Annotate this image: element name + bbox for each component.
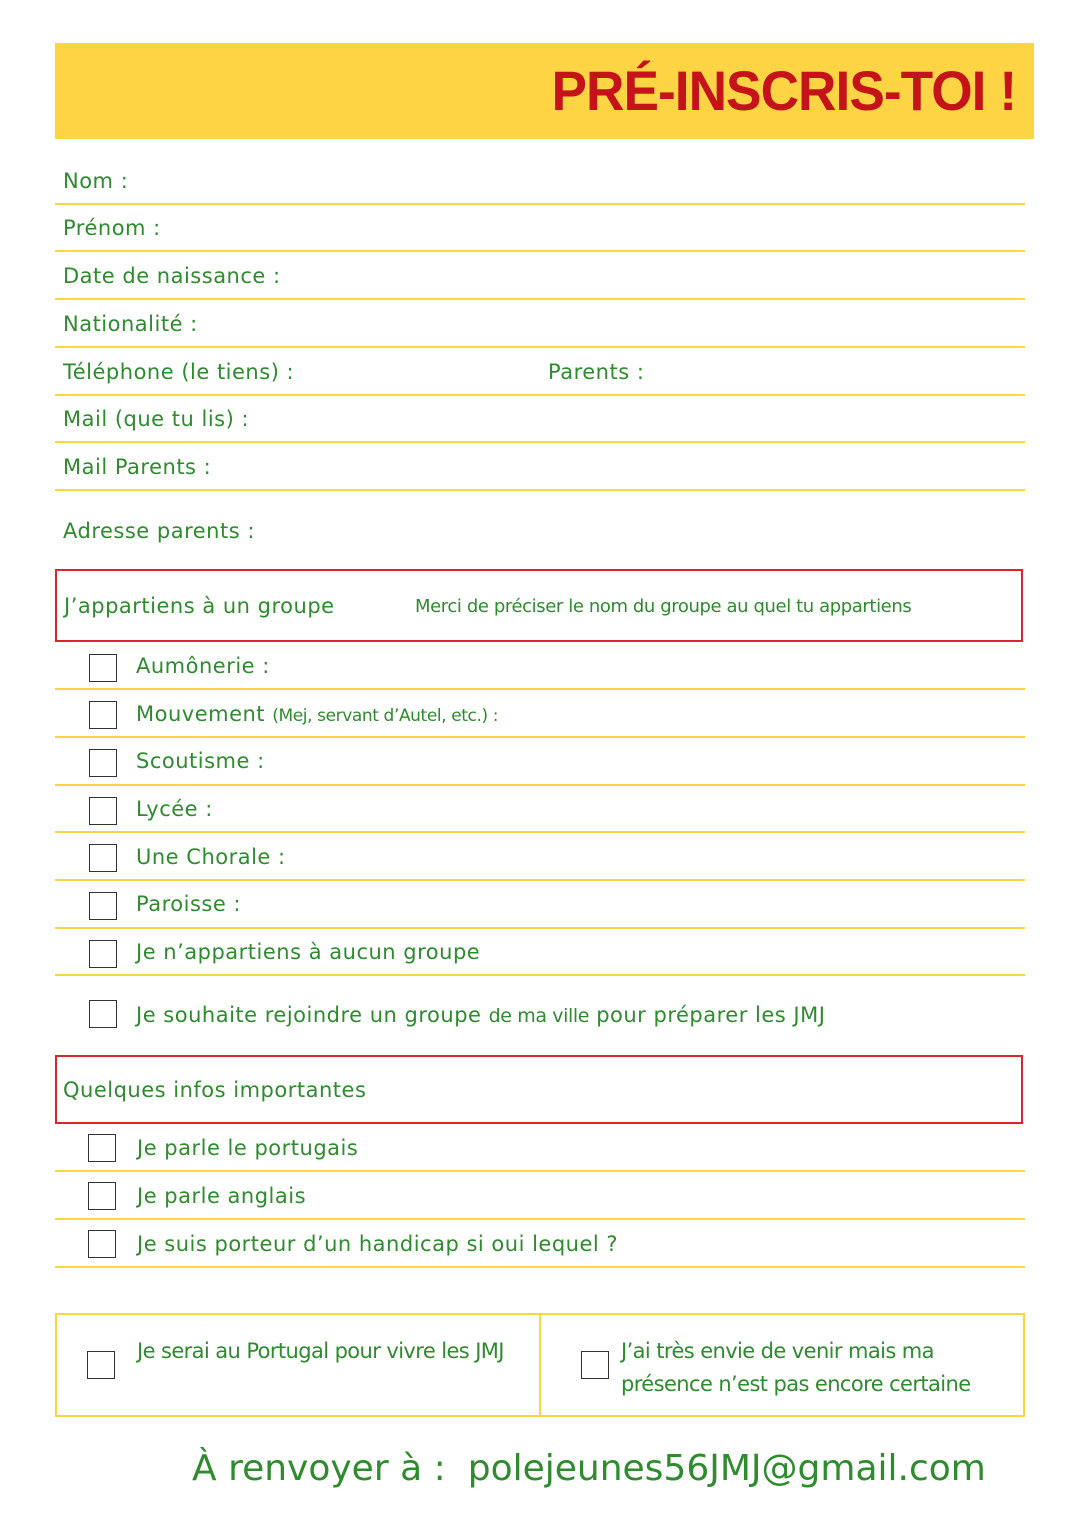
field-label-nationalite: Nationalité :	[63, 312, 198, 336]
checkbox-scoutisme[interactable]	[89, 749, 117, 777]
checkbox-lycee[interactable]	[89, 797, 117, 825]
return-label: À renvoyer à :	[192, 1448, 446, 1489]
field-label-date-naissance: Date de naissance :	[63, 264, 281, 288]
field-line-nom[interactable]	[55, 203, 1025, 205]
group-section-title: J’appartiens à un groupe	[64, 594, 335, 618]
option-portugais: Je parle le portugais	[137, 1136, 359, 1160]
option-mouvement-label	[136, 701, 498, 729]
field-line-prenom[interactable]	[55, 250, 1025, 252]
checkbox-chorale[interactable]	[89, 844, 117, 872]
field-label-prenom: Prénom :	[63, 216, 161, 240]
group-section-note: Merci de préciser le nom du groupe au quel tu appartiens	[415, 596, 912, 617]
field-line-date-naissance[interactable]	[55, 298, 1025, 300]
option-rejoindre-groupe-c: pour préparer les JMJ	[596, 1003, 826, 1027]
option-rejoindre-groupe	[136, 1002, 825, 1029]
field-line-mail-parents[interactable]	[55, 489, 1025, 491]
checkbox-portugais[interactable]	[88, 1134, 116, 1162]
option-anglais: Je parle anglais	[137, 1184, 307, 1208]
option-line-paroisse[interactable]	[55, 927, 1025, 929]
infos-section-title: Quelques infos importantes	[63, 1078, 367, 1102]
header-banner	[55, 43, 1034, 139]
option-paroisse: Paroisse :	[136, 892, 241, 916]
option-line-mouvement[interactable]	[55, 736, 1025, 738]
option-scoutisme: Scoutisme :	[136, 749, 265, 773]
option-line-aumonerie[interactable]	[55, 688, 1025, 690]
option-aucun-groupe: Je n’appartiens à aucun groupe	[136, 940, 481, 964]
option-mouvement: Mouvement	[136, 702, 266, 726]
attendance-uncertain-text: J’ai très envie de venir mais ma présence n’est pas encore certaine	[621, 1339, 971, 1396]
option-line-chorale[interactable]	[55, 879, 1025, 881]
checkbox-aumonerie[interactable]	[89, 654, 117, 682]
attendance-certain-text: Je serai au Portugal pour vivre les JMJ	[137, 1339, 504, 1363]
option-aumonerie: Aumônerie :	[136, 654, 270, 678]
attendance-divider	[539, 1313, 541, 1417]
field-line-nationalite[interactable]	[55, 346, 1025, 348]
option-handicap-b: si oui lequel ?	[466, 1232, 619, 1256]
checkbox-anglais[interactable]	[88, 1182, 116, 1210]
option-handicap-a: Je suis porteur d’un handicap	[137, 1232, 460, 1256]
option-line-anglais[interactable]	[55, 1218, 1025, 1220]
field-label-adresse-parents: Adresse parents :	[63, 519, 255, 543]
checkbox-rejoindre-groupe[interactable]	[89, 1000, 117, 1028]
field-line-telephone[interactable]	[55, 394, 1025, 396]
option-rejoindre-groupe-a: Je souhaite rejoindre un groupe	[136, 1003, 482, 1027]
field-label-mail: Mail (que tu lis) :	[63, 407, 250, 431]
option-mouvement-detail: (Mej, servant d’Autel, etc.) :	[272, 706, 499, 726]
checkbox-attendance-uncertain[interactable]	[581, 1351, 609, 1379]
option-line-aucun-groupe[interactable]	[55, 974, 1025, 976]
field-label-parents-phone: Parents :	[548, 360, 645, 384]
field-label-telephone: Téléphone (le tiens) :	[63, 360, 295, 384]
option-line-scoutisme[interactable]	[55, 784, 1025, 786]
return-email[interactable]: polejeunes56JMJ@gmail.com	[467, 1448, 986, 1489]
field-label-nom: Nom :	[63, 169, 129, 193]
return-address	[192, 1446, 986, 1492]
option-chorale: Une Chorale :	[136, 845, 286, 869]
option-line-portugais[interactable]	[55, 1170, 1025, 1172]
field-label-mail-parents: Mail Parents :	[63, 455, 212, 479]
option-lycee: Lycée :	[136, 797, 213, 821]
option-rejoindre-groupe-b: de ma ville	[488, 1005, 589, 1027]
checkbox-aucun-groupe[interactable]	[89, 940, 117, 968]
checkbox-handicap[interactable]	[88, 1230, 116, 1258]
checkbox-mouvement[interactable]	[89, 701, 117, 729]
field-line-mail[interactable]	[55, 441, 1025, 443]
option-line-handicap[interactable]	[55, 1266, 1025, 1268]
checkbox-paroisse[interactable]	[89, 892, 117, 920]
checkbox-attendance-certain[interactable]	[87, 1351, 115, 1379]
option-handicap	[137, 1231, 618, 1257]
option-line-lycee[interactable]	[55, 831, 1025, 833]
page-title: PRÉ-INSCRIS-TOI !	[551, 59, 1016, 122]
